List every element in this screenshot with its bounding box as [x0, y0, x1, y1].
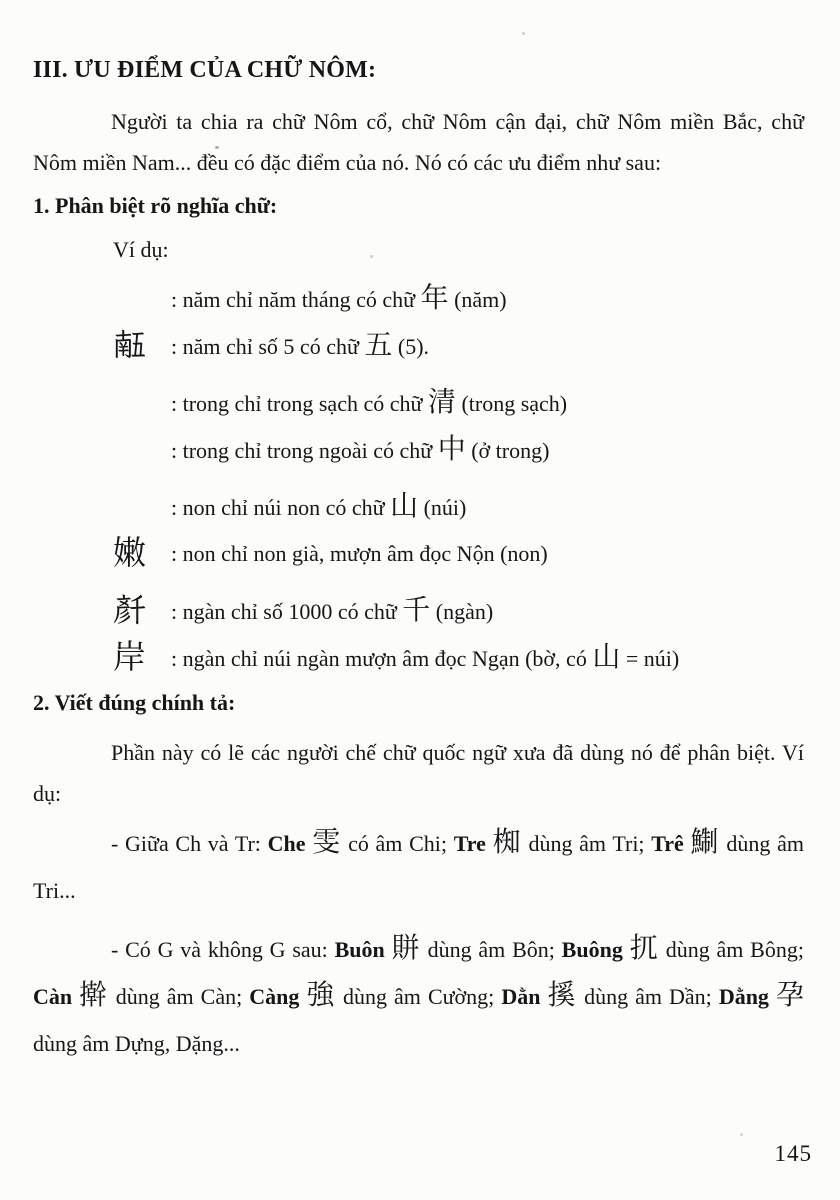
example-label: Ví dụ:: [113, 237, 169, 262]
nom-entry-text: : trong chỉ trong ngoài có chữ 中 (ở trong): [171, 434, 550, 465]
nom-character: 年: [420, 283, 449, 314]
nom-entry-text: : ngàn chỉ số 1000 có chữ 千 (ngàn): [171, 595, 494, 626]
scan-speck: [215, 146, 219, 149]
nom-character: 強: [306, 980, 336, 1011]
nom-entry-text: : non chỉ núi non có chữ 山 (núi): [171, 491, 467, 522]
nom-glyph: 𥪝: [113, 432, 139, 468]
nom-character: 孕: [775, 980, 804, 1011]
nom-character: 扤: [629, 933, 659, 964]
nom-character: 㨙: [547, 980, 578, 1011]
nom-entry-text: : ngàn chỉ núi ngàn mượn âm đọc Ngạn (bờ, có 山 = núi): [171, 642, 680, 673]
section-1-heading: 1. Phân biệt rõ nghĩa chữ:: [33, 193, 278, 218]
nom-character: 清: [427, 387, 456, 418]
nom-character: 鯯: [690, 827, 720, 858]
nom-entry-row: [33, 636, 804, 680]
scan-speck: [370, 255, 373, 258]
nom-glyph: 𢆥: [113, 281, 139, 317]
nom-glyph: 𤁘: [113, 385, 139, 421]
nom-character: 山: [592, 642, 621, 673]
nom-entry-row: [33, 532, 804, 576]
nom-entry-row: [33, 277, 804, 321]
nom-glyph: 嫩: [113, 536, 146, 572]
nom-character: 五: [364, 330, 393, 361]
nom-entry-row: [33, 324, 804, 368]
nom-glyph: 𠦳: [113, 593, 146, 629]
nom-glyph: 岸: [113, 640, 146, 676]
nom-entry-text: : năm chỉ số 5 có chữ 五 (5).: [171, 330, 430, 361]
nom-example-list: [33, 277, 804, 680]
nom-entry-text: : non chỉ non già, mượn âm đọc Nộn (non): [171, 541, 548, 566]
nom-entry-text: : năm chỉ năm tháng có chữ 年 (năm): [171, 283, 507, 314]
nom-character: 雯: [312, 827, 342, 858]
intro-paragraph: Người ta chia ra chữ Nôm cổ, chữ Nôm cận đại, chữ Nôm miền Bắc, chữ Nôm miền Nam... đều có đặc điểm của nó. Nó có các ưu điểm như sau:: [33, 109, 804, 175]
scan-speck: [740, 1133, 743, 1136]
section-2-heading: 2. Viết đúng chính tả:: [33, 690, 236, 715]
nom-entry-text: : trong chỉ trong sạch có chữ 清 (trong sạch): [171, 387, 568, 418]
scan-speck: [522, 32, 525, 35]
page-number: 145: [774, 1141, 812, 1166]
nom-character: 賆: [391, 933, 421, 964]
nom-character: 椥: [492, 827, 522, 858]
nom-character: 山: [390, 491, 419, 522]
nom-glyph: 𡽫: [113, 489, 139, 525]
section-2-intro: Phần này có lẽ các người chế chữ quốc ngữ xưa đã dùng nó để phân biệt. Ví dụ:: [33, 740, 804, 806]
nom-glyph: 𠄼: [113, 328, 146, 364]
nom-entry-row: [33, 485, 804, 529]
nom-entry-row: [33, 589, 804, 633]
nom-character: 中: [437, 434, 466, 465]
nom-entry-row: [33, 428, 804, 472]
example-paragraph-g: - Có G và không G sau: Buôn 賆 dùng âm Bôn; Buông 扤 dùng âm Bông; Càn 擀 dùng âm Càn; Càng 強 dùng âm Cường; Dằn 㨙 dùng âm Dần; Dằng 孕 dùng âm Dựng, Dặng...: [33, 933, 804, 1056]
nom-character: 千: [402, 595, 431, 626]
nom-entry-row: [33, 381, 804, 425]
example-paragraph-ch-tr: - Giữa Ch và Tr: Che 雯 có âm Chi; Tre 椥 dùng âm Tri; Trê 鯯 dùng âm Tri...: [33, 827, 804, 903]
nom-character: 擀: [79, 980, 109, 1011]
page-title: III. ƯU ĐIỂM CỦA CHỮ NÔM:: [33, 57, 377, 83]
